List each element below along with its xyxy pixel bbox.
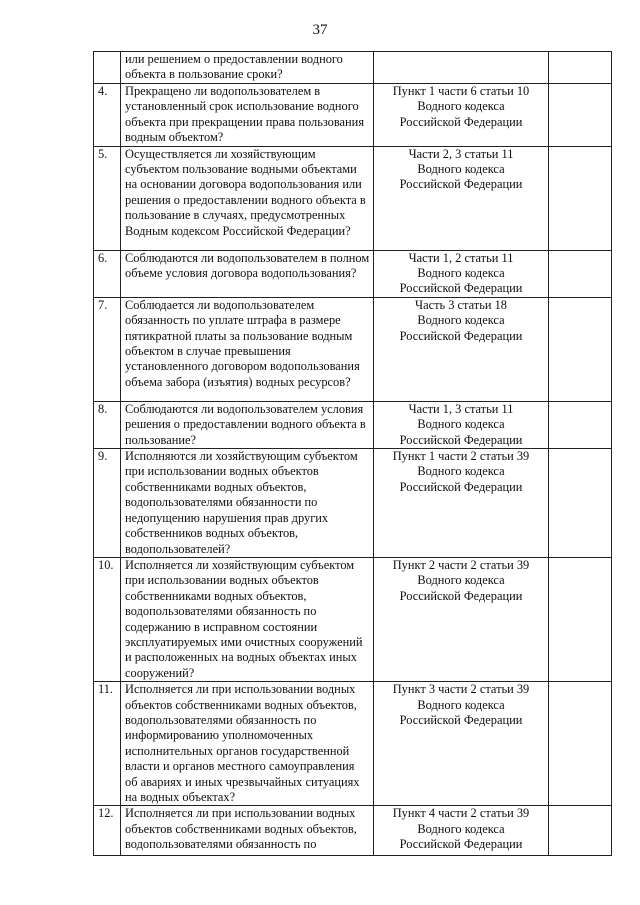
note-cell <box>549 806 612 856</box>
legal-reference-line: Российской Федерации <box>399 328 523 343</box>
row-number: 12. <box>94 806 121 856</box>
legal-reference-line: Водного кодекса <box>417 266 505 281</box>
note-cell <box>549 449 612 558</box>
legal-reference-line: Водного кодекса <box>417 162 505 177</box>
legal-reference-line: Водного кодекса <box>417 573 505 588</box>
note-cell <box>549 250 612 297</box>
note-cell <box>549 146 612 250</box>
checklist-table <box>93 51 612 856</box>
legal-reference <box>374 297 549 401</box>
requirement-question: Соблюдаются ли водопользователем в полном объеме условия договора водопользования? <box>121 250 374 297</box>
legal-reference <box>374 682 549 806</box>
legal-reference-line: Российской Федерации <box>399 432 523 447</box>
legal-reference-line: Российской Федерации <box>399 281 523 296</box>
legal-reference-line: Водного кодекса <box>417 313 505 328</box>
table-row <box>94 806 612 856</box>
legal-reference-line: Части 1, 2 статьи 11 <box>408 250 514 265</box>
legal-reference <box>374 146 549 250</box>
table-row <box>94 449 612 558</box>
row-number: 11. <box>94 682 121 806</box>
requirement-question: Исполняется ли хозяйствующим субъектом при использовании водных объектов собственниками водных объектов, водопользователями обязанность по содержанию в исправном состоянии эксплуатируемых ими очистных сооружений и расположенных на водных объектах иных сооружений? <box>121 557 374 681</box>
row-number: 8. <box>94 401 121 448</box>
row-number: 4. <box>94 84 121 147</box>
legal-reference-line: Пункт 1 части 2 статьи 39 <box>392 449 530 464</box>
legal-reference-line: Водного кодекса <box>417 697 505 712</box>
row-number: 10. <box>94 557 121 681</box>
row-number: 5. <box>94 146 121 250</box>
table-row <box>94 250 612 297</box>
table-row <box>94 52 612 84</box>
row-number: 7. <box>94 297 121 401</box>
requirement-question: Исполняется ли при использовании водных объектов собственниками водных объектов, водопользователями обязанность по <box>121 806 374 856</box>
legal-reference-line: Пункт 3 части 2 статьи 39 <box>392 682 530 697</box>
page-number: 37 <box>312 22 328 38</box>
table-row <box>94 84 612 147</box>
legal-reference <box>374 557 549 681</box>
legal-reference <box>374 84 549 147</box>
requirement-question: Прекращено ли водопользователем в установленный срок использование водного объекта при прекращении права пользования водным объектом? <box>121 84 374 147</box>
table-row <box>94 557 612 681</box>
legal-reference <box>374 806 549 856</box>
legal-reference-line: Водного кодекса <box>417 99 505 114</box>
legal-reference-line: Российской Федерации <box>399 712 523 727</box>
legal-reference-line: Российской Федерации <box>399 588 523 603</box>
note-cell <box>549 52 612 84</box>
requirement-question: Соблюдается ли водопользователем обязанность по уплате штрафа в размере пятикратной платы за пользование водным объектом в случае превышения установленного договором водопользования объема забора (изъятия) водных ресурсов? <box>121 297 374 401</box>
table-row <box>94 146 612 250</box>
legal-reference <box>374 449 549 558</box>
legal-reference-line: Российской Федерации <box>399 479 523 494</box>
note-cell <box>549 84 612 147</box>
table-row <box>94 297 612 401</box>
legal-reference-line: Пункт 2 части 2 статьи 39 <box>392 557 530 572</box>
legal-reference <box>374 401 549 448</box>
note-cell <box>549 401 612 448</box>
legal-reference-line: Российской Федерации <box>399 837 523 852</box>
table-row <box>94 682 612 806</box>
legal-reference-line: Часть 3 статьи 18 <box>415 297 507 312</box>
requirement-question: или решением о предоставлении водного объекта в пользование сроки? <box>121 52 374 84</box>
row-number: 6. <box>94 250 121 297</box>
note-cell <box>549 557 612 681</box>
legal-reference-line: Водного кодекса <box>417 464 505 479</box>
table-row <box>94 401 612 448</box>
legal-reference-line: Пункт 1 части 6 статьи 10 <box>392 84 530 98</box>
legal-reference-line: Водного кодекса <box>417 417 505 432</box>
legal-reference <box>374 52 549 84</box>
requirement-question: Осуществляется ли хозяйствующим субъектом пользование водными объектами на основании договора водопользования или решения о предоставлении водного объекта в пользование в случаях, предусмотренных Водным кодексом Российской Федерации? <box>121 146 374 250</box>
row-number <box>94 52 121 84</box>
legal-reference-line: Пункт 4 части 2 статьи 39 <box>392 806 530 821</box>
note-cell <box>549 297 612 401</box>
legal-reference <box>374 250 549 297</box>
note-cell <box>549 682 612 806</box>
requirement-question: Соблюдаются ли водопользователем условия решения о предоставлении водного объекта в пользование? <box>121 401 374 448</box>
legal-reference-line: Российской Федерации <box>399 177 523 192</box>
legal-reference-line: Части 1, 3 статьи 11 <box>408 401 514 416</box>
row-number: 9. <box>94 449 121 558</box>
requirement-question: Исполняются ли хозяйствующим субъектом при использовании водных объектов собственниками водных объектов, водопользователями обязанности по недопущению нарушения прав других собственников водных объектов, водопользователей? <box>121 449 374 558</box>
requirement-question: Исполняется ли при использовании водных объектов собственниками водных объектов, водопользователями обязанность по информированию уполномоченных исполнительных органов государственной власти и органов местного самоуправления об авариях и иных чрезвычайных ситуациях на водных объектах? <box>121 682 374 806</box>
legal-reference-line: Российской Федерации <box>399 114 523 129</box>
legal-reference-line: Водного кодекса <box>417 821 505 836</box>
legal-reference-line: Части 2, 3 статьи 11 <box>408 146 514 161</box>
